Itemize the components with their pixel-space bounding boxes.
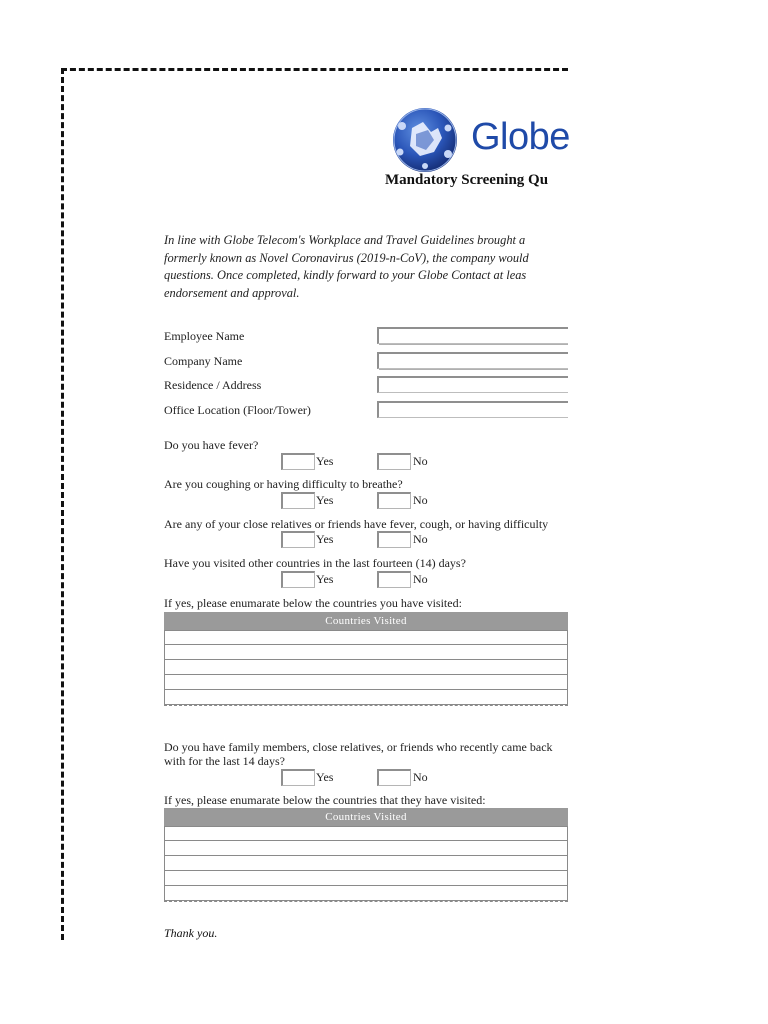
fever-yes-label: Yes [316,454,334,468]
page-frame-left [61,68,64,940]
country-row[interactable] [164,660,568,675]
question-travel: Have you visited other countries in the last fourteen (14) days? [164,556,466,570]
intro-line: endorsement and approval. [164,285,300,300]
question-fever: Do you have fever? [164,438,259,452]
country-row[interactable] [164,886,568,901]
question-relatives-symptoms: Are any of your close relatives or friends have fever, cough, or having difficulty [164,517,549,531]
employee-name-label: Employee Name [164,329,245,343]
intro-line: In line with Globe Telecom's Workplace and Travel Guidelines brought a [164,233,526,247]
company-name-field[interactable] [377,352,568,369]
family-no-checkbox[interactable] [377,769,411,786]
globe-logo-text: Globe [471,116,570,158]
family-countries-table [164,808,568,902]
family-yes-checkbox[interactable] [281,769,315,786]
country-row[interactable] [164,645,568,660]
countries-visited-table [164,612,568,706]
family-yes-label: Yes [316,770,334,784]
fever-yes-checkbox[interactable] [281,453,315,470]
fever-no-label: No [413,454,428,468]
family-no-label: No [413,770,428,784]
countries-visited-prompt: If yes, please enumarate below the countries you have visited: [164,596,462,610]
intro-paragraph [164,232,529,302]
fever-no-checkbox[interactable] [377,453,411,470]
coughing-no-checkbox[interactable] [377,492,411,509]
closing-thank-you: Thank you. [164,926,218,940]
employee-name-underline [379,344,568,345]
coughing-no-label: No [413,493,428,507]
residence-address-label: Residence / Address [164,378,262,392]
company-name-label: Company Name [164,354,243,368]
travel-no-checkbox[interactable] [377,571,411,588]
office-location-field[interactable] [377,401,568,418]
family-countries-prompt: If yes, please enumarate below the countries that they have visited: [164,793,486,807]
travel-no-label: No [413,572,428,586]
country-row[interactable] [164,841,568,856]
intro-line: formerly known as Novel Coronavirus (2019-n-CoV), the company would [164,250,529,265]
residence-address-field[interactable] [377,376,568,393]
relatives-no-label: No [413,532,428,546]
family-countries-header: Countries Visited [164,808,568,826]
form-title: Mandatory Screening Qu [385,172,549,188]
country-row[interactable] [164,630,568,645]
country-row[interactable] [164,690,568,705]
intro-line: questions. Once completed, kindly forward to your Globe Contact at leas [164,268,527,282]
question-coughing: Are you coughing or having difficulty to breathe? [164,477,403,491]
country-row[interactable] [164,675,568,690]
page-frame-top [61,68,568,71]
country-row[interactable] [164,826,568,841]
coughing-yes-checkbox[interactable] [281,492,315,509]
country-row[interactable] [164,871,568,886]
question-family-returned-cont: with for the last 14 days? [164,754,285,768]
company-name-underline [379,369,568,370]
country-row[interactable] [164,856,568,871]
office-location-label: Office Location (Floor/Tower) [164,403,311,417]
relatives-no-checkbox[interactable] [377,531,411,548]
travel-yes-label: Yes [316,572,334,586]
relatives-yes-checkbox[interactable] [281,531,315,548]
travel-yes-checkbox[interactable] [281,571,315,588]
relatives-yes-label: Yes [316,532,334,546]
employee-name-field[interactable] [377,327,568,344]
question-family-returned: Do you have family members, close relatives, or friends who recently came back [164,740,553,754]
table-footer-line [164,705,568,706]
countries-visited-header: Countries Visited [164,612,568,630]
table-footer-line [164,901,568,902]
coughing-yes-label: Yes [316,493,334,507]
